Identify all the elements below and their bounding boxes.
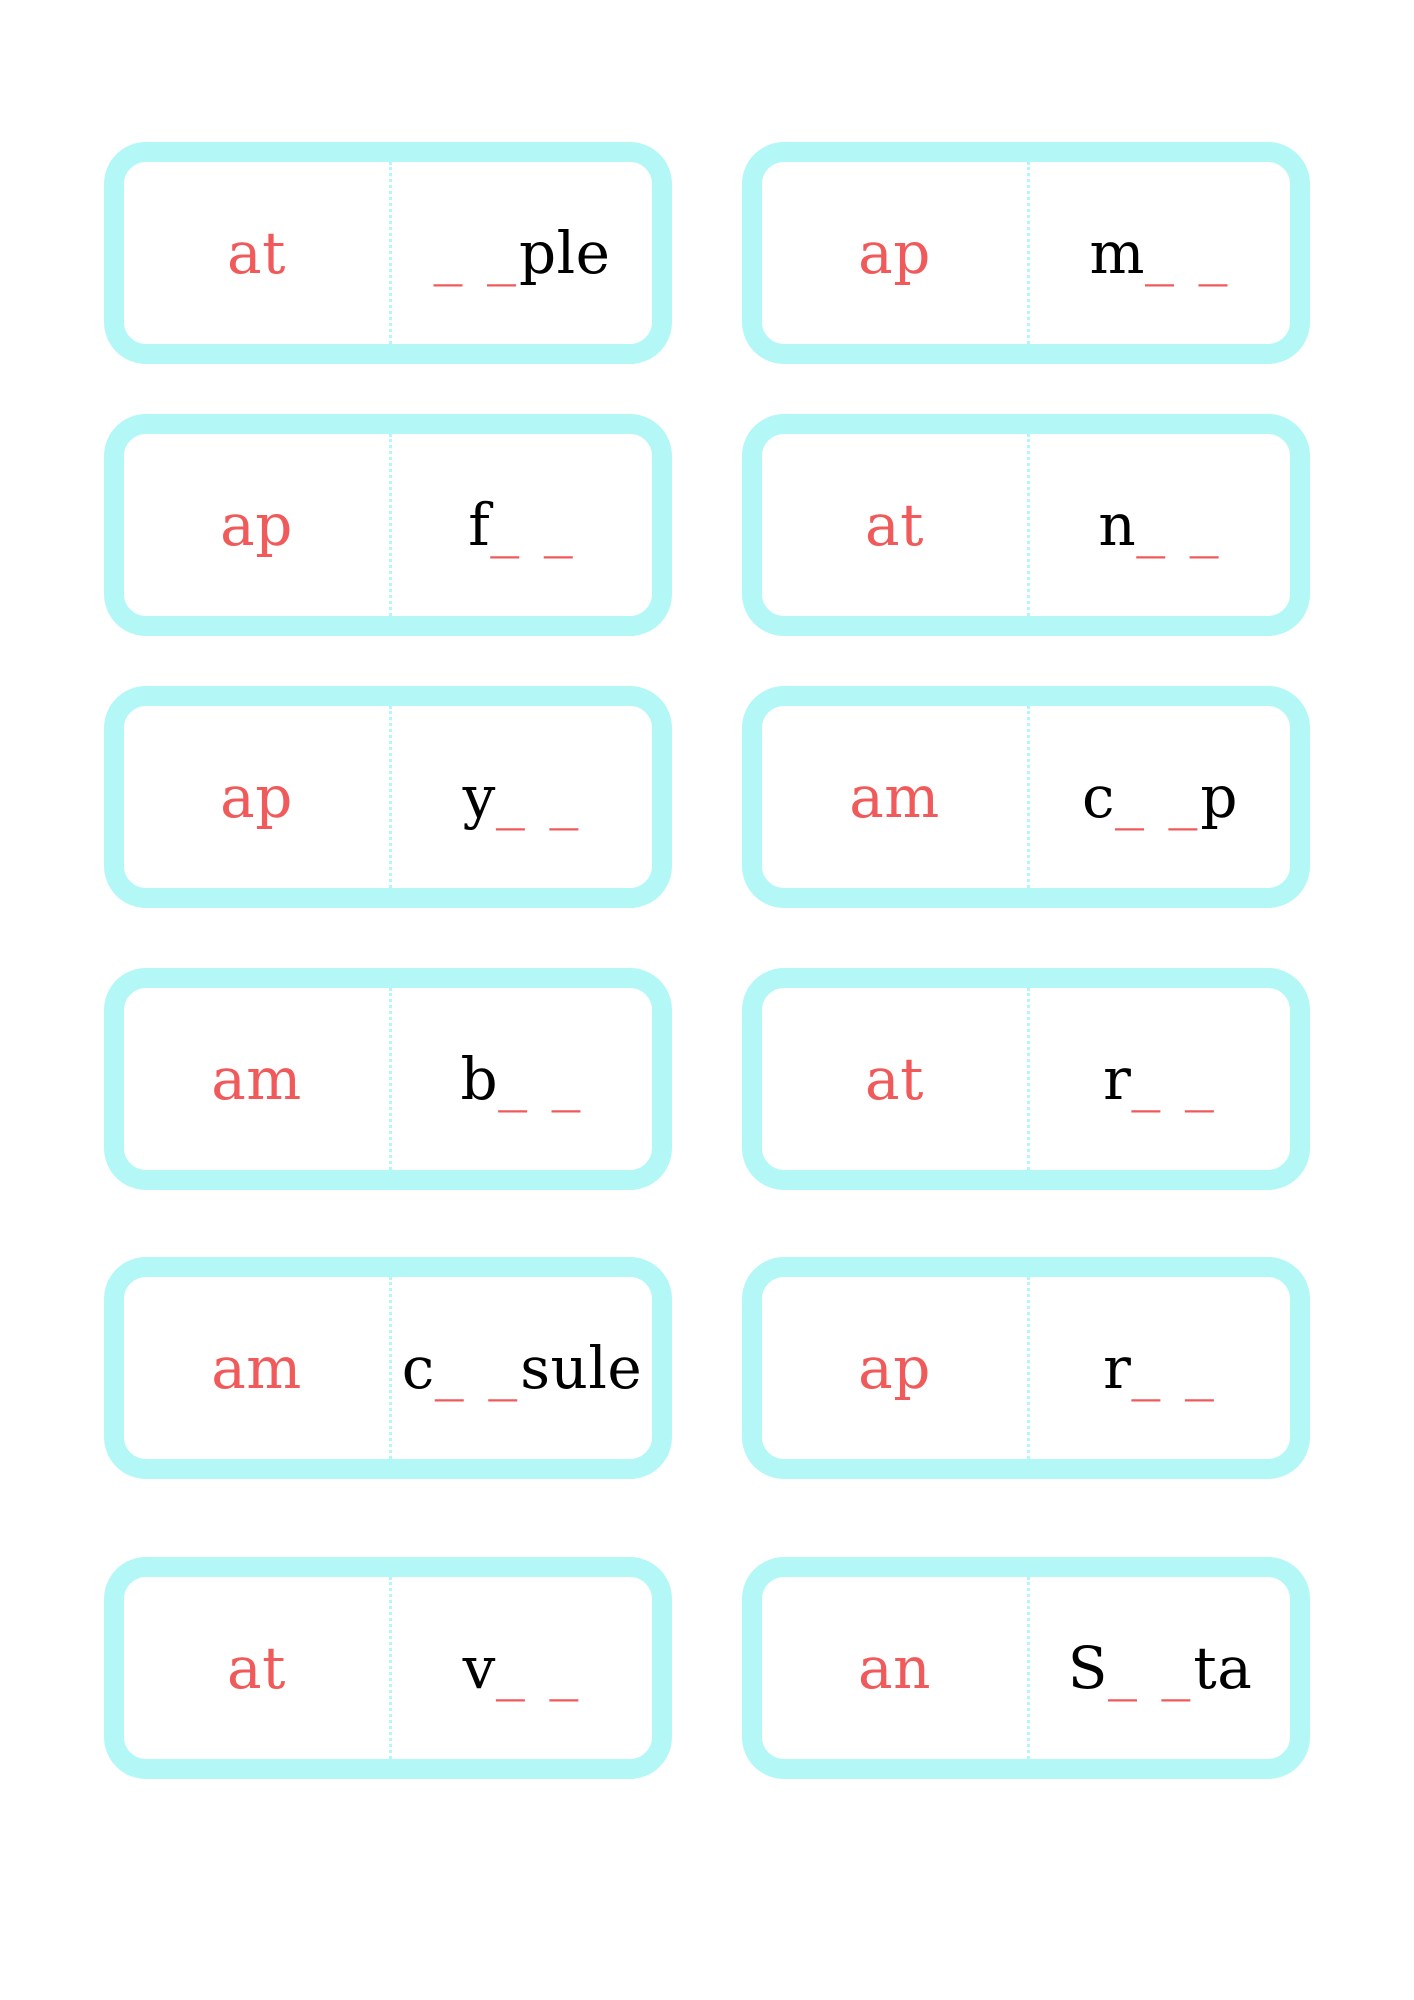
card-word: [392, 162, 652, 344]
word-card: [742, 968, 1310, 1190]
word-card: [742, 686, 1310, 908]
card-letters: at: [227, 219, 286, 287]
card-letters: ap: [858, 219, 931, 287]
card-letters: ap: [858, 1334, 931, 1402]
word-card: [742, 414, 1310, 636]
card-word-part: r: [1103, 1045, 1132, 1113]
card-word: [1030, 988, 1290, 1170]
card-word: [392, 434, 652, 616]
card-word-blank: _ _: [495, 763, 582, 831]
word-card: [104, 142, 672, 364]
card-word: [1030, 162, 1290, 344]
card-word-blank: _ _: [434, 1334, 521, 1402]
card-word-blank: _ _: [1136, 491, 1222, 559]
card-word-part: sule: [520, 1334, 643, 1402]
word-card: [742, 1257, 1310, 1479]
card-word-blank: _ _: [1145, 219, 1231, 287]
card-word-part: m: [1089, 219, 1146, 287]
card-word-part: c: [1081, 763, 1115, 831]
card-letters: am: [211, 1045, 302, 1113]
card-word-blank: _ _: [1131, 1334, 1217, 1402]
card-word: [392, 1277, 652, 1459]
card-word-part: ple: [518, 219, 611, 287]
card-word-part: v: [462, 1634, 496, 1702]
card-letters: am: [211, 1334, 302, 1402]
card-word-blank: _ _: [490, 491, 576, 559]
card-letters: an: [858, 1634, 931, 1702]
card-word-part: b: [460, 1045, 499, 1113]
card-word-part: c: [401, 1334, 435, 1402]
card-word-part: r: [1103, 1334, 1132, 1402]
card-word-part: n: [1098, 491, 1137, 559]
card-word-part: ta: [1193, 1634, 1253, 1702]
card-word: [392, 988, 652, 1170]
card-word-part: y: [462, 763, 496, 831]
card-letters: ap: [220, 491, 293, 559]
card-letters: ap: [220, 763, 293, 831]
card-word-part: p: [1200, 763, 1239, 831]
card-word-blank: _ _: [1107, 1634, 1194, 1702]
card-letters: at: [865, 491, 924, 559]
word-card: [104, 1257, 672, 1479]
card-word-blank: _ _: [433, 219, 519, 287]
card-word-part: S: [1067, 1634, 1108, 1702]
card-word-blank: _ _: [495, 1634, 582, 1702]
card-word: [392, 706, 652, 888]
card-word-blank: _ _: [498, 1045, 584, 1113]
word-card: [104, 414, 672, 636]
card-letters: am: [849, 763, 940, 831]
card-word: [1030, 706, 1290, 888]
card-word-part: f: [468, 491, 491, 559]
card-word: [1030, 1277, 1290, 1459]
word-card: [104, 968, 672, 1190]
card-word: [392, 1577, 652, 1759]
word-card: [742, 142, 1310, 364]
word-card: [742, 1557, 1310, 1779]
card-letters: at: [227, 1634, 286, 1702]
card-letters: at: [865, 1045, 924, 1113]
card-word-blank: _ _: [1114, 763, 1201, 831]
card-word: [1030, 434, 1290, 616]
card-word-blank: _ _: [1131, 1045, 1217, 1113]
word-card: [104, 686, 672, 908]
card-word: [1030, 1577, 1290, 1759]
word-card: [104, 1557, 672, 1779]
